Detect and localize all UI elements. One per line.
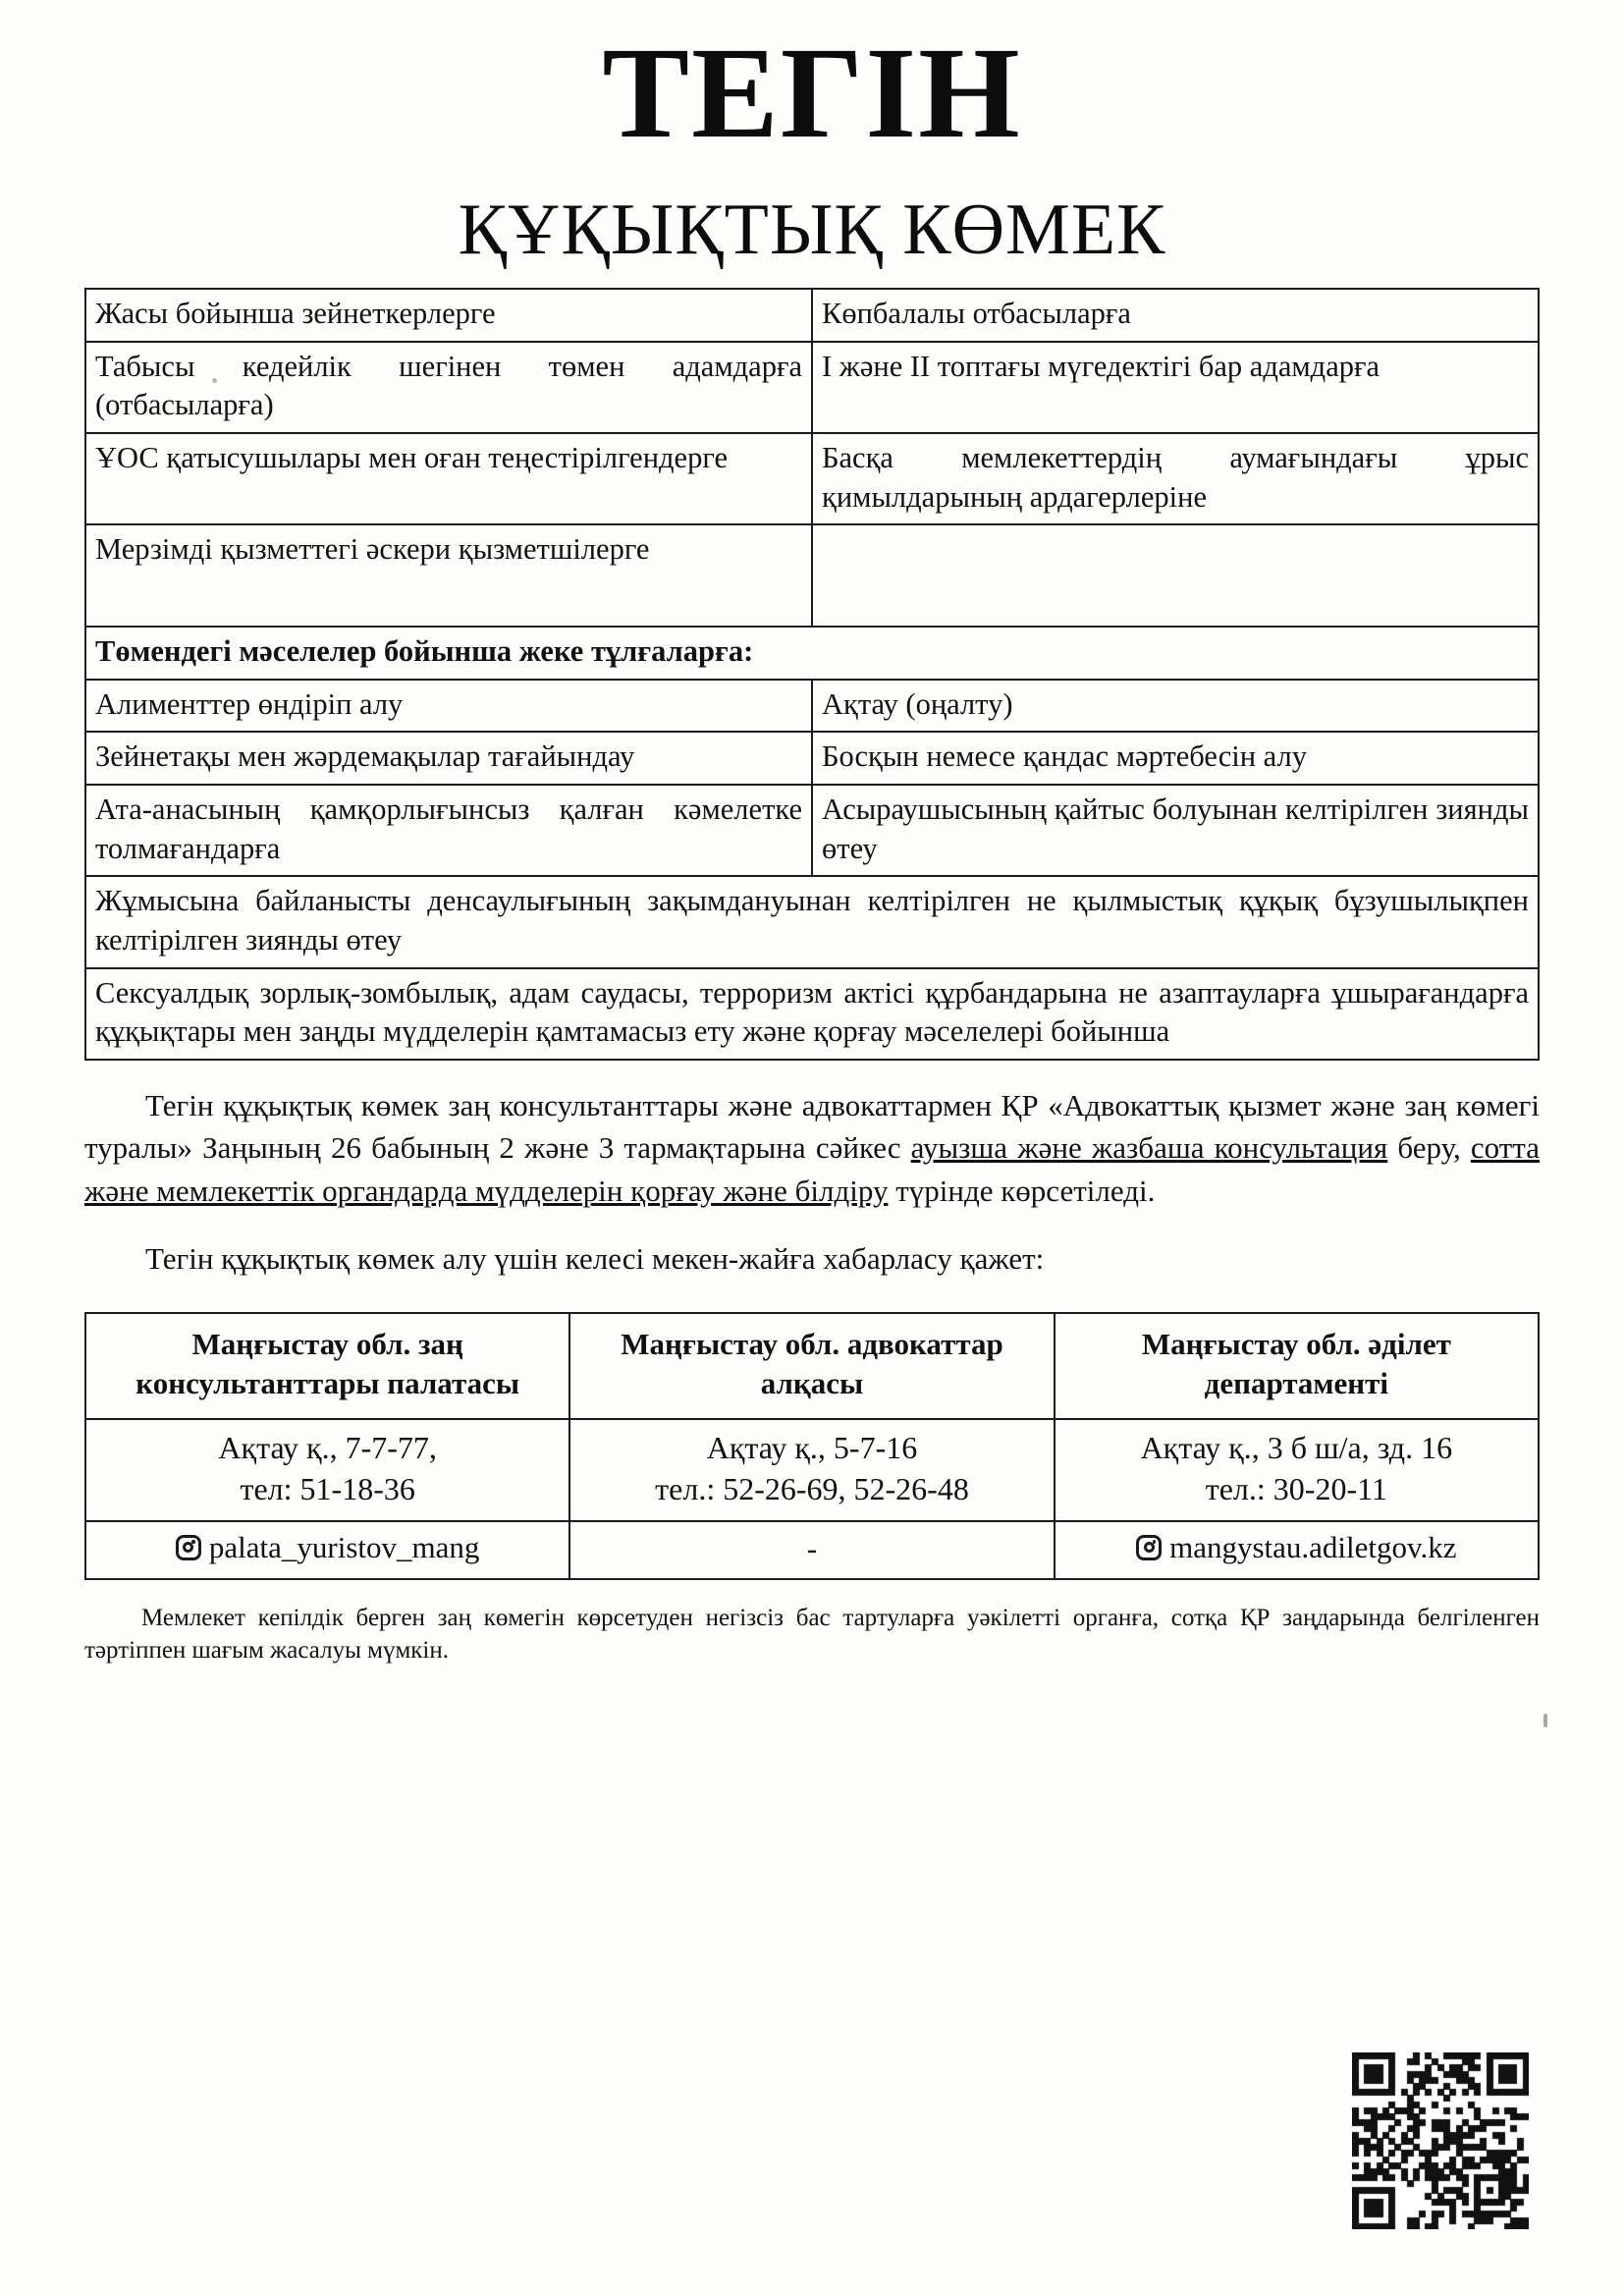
page-title: ТЕГІН xyxy=(602,20,1022,165)
eligibility-cell-right: Басқа мемлекеттердің аумағындағы ұрыс қимылдарының ардагерлеріне xyxy=(812,433,1539,524)
contact-org-name-2: Маңғыстау обл. адвокаттар алқасы xyxy=(569,1313,1054,1420)
table-row xyxy=(85,342,1539,433)
contact-social-handle-3: mangystau.adiletgov.kz xyxy=(1169,1529,1457,1564)
paragraph-underline-2: сотта және мемлекеттік органдарда мүдделерін қорғау және білдіру xyxy=(84,1130,1540,1208)
instagram-icon xyxy=(176,1535,201,1560)
footer-note: Мемлекет кепілдік берген заң көмегін көрсетуден негізсіз бас тартуларға уәкілетті органға, сотқа ҚР заңдарында белгіленген тәртіппен шағым жасалуы мүмкін. xyxy=(84,1604,1540,1665)
eligibility-cell-right: I және II топтағы мүгедектігі бар адамдарға xyxy=(812,342,1539,433)
eligibility-cell-right: Ақтау (оңалту) xyxy=(812,680,1539,733)
eligibility-cell-left: Жасы бойынша зейнеткерлерге xyxy=(85,289,812,342)
scan-artifact-2 xyxy=(1543,1714,1547,1727)
contacts-table xyxy=(84,1312,1540,1580)
contacts-social-row xyxy=(85,1521,1539,1579)
contact-social-1[interactable] xyxy=(85,1521,569,1579)
contact-org-name-3: Маңғыстау обл. әділет департаменті xyxy=(1055,1313,1539,1420)
table-row xyxy=(85,732,1539,785)
eligibility-cell-left: ҰОС қатысушылары мен оған теңестірілгендерге xyxy=(85,433,812,524)
paragraph-underline-1: ауызша және жазбаша консультация xyxy=(910,1130,1388,1166)
table-row-section-header xyxy=(85,627,1539,680)
eligibility-table xyxy=(84,288,1540,1061)
contact-address-2: Ақтау қ., 5-7-16 тел.: 52-26-69, 52-26-48 xyxy=(569,1419,1054,1520)
eligibility-section-header: Төмендегі мәселелер бойынша жеке тұлғаларға: xyxy=(85,627,1539,680)
table-row xyxy=(85,433,1539,524)
eligibility-cell-right: Босқын немесе қандас мәртебесін алу xyxy=(812,732,1539,785)
intro-paragraph xyxy=(84,1084,1540,1212)
contacts-header-row xyxy=(85,1313,1539,1420)
eligibility-cell-right: Көпбалалы отбасыларға xyxy=(812,289,1539,342)
table-row-full xyxy=(85,968,1539,1060)
contact-intro-paragraph: Тегін құқықтық көмек алу үшін келесі мекен-жайға хабарласу қажет: xyxy=(145,1241,1045,1277)
contact-address-3: Ақтау қ., 3 б ш/а, зд. 16 тел.: 30-20-11 xyxy=(1055,1419,1539,1520)
eligibility-cell-left: Мерзімді қызметтегі әскери қызметшілерге xyxy=(85,524,812,627)
contact-social-3[interactable] xyxy=(1055,1521,1539,1579)
table-row xyxy=(85,289,1539,342)
eligibility-cell-left: Алименттер өндіріп алу xyxy=(85,680,812,733)
eligibility-cell-left: Табысы кедейлік шегінен төмен адамдарға (отбасыларға) xyxy=(85,342,812,433)
contact-social-2: - xyxy=(569,1521,1054,1579)
contact-social-handle-1: palata_yuristov_mang xyxy=(208,1529,480,1564)
contact-org-name-1: Маңғыстау обл. заң консультанттары палатасы xyxy=(85,1313,569,1420)
eligibility-cell-left: Зейнетақы мен жәрдемақылар тағайындау xyxy=(85,732,812,785)
contacts-address-row xyxy=(85,1419,1539,1520)
eligibility-cell-right xyxy=(812,524,1539,627)
paragraph-part-1: Тегін құқықтық көмек заң консультанттары және адвокаттармен ҚР «Адвокаттық қызмет және заң көмегі туралы» Заңының 26 бабының 2 және 3 тармақтарына сәйкес xyxy=(84,1087,1540,1166)
eligibility-cell-full: Сексуалдық зорлық-зомбылық, адам саудасы, терроризм актісі құрбандарына не азаптауларға ұшырағандарға құқықтары мен заңды мүдделерін қамтамасыз ету және қорғау мәселелері бойынша xyxy=(85,968,1539,1060)
contact-address-1: Ақтау қ., 7-7-77, тел: 51-18-36 xyxy=(85,1419,569,1520)
qr-code[interactable] xyxy=(1352,2052,1529,2229)
paragraph-part-2: беру, xyxy=(1387,1130,1471,1166)
eligibility-cell-full: Жұмысына байланысты денсаулығының зақымдануынан келтірілген не қылмыстық құқық бұзушылықпен келтірілген зиянды өтеу xyxy=(85,876,1539,967)
eligibility-cell-left: Ата-анасының қамқорлығынсыз қалған кәмелетке толмағандарға xyxy=(85,785,812,876)
page-subtitle: ҚҰҚЫҚТЫҚ КӨМЕК xyxy=(458,190,1166,270)
paragraph-part-3: түрінде көрсетіледі. xyxy=(888,1173,1156,1208)
table-row-full xyxy=(85,876,1539,967)
eligibility-cell-right: Асыраушысының қайтыс болуынан келтірілген зиянды өтеу xyxy=(812,785,1539,876)
table-row xyxy=(85,785,1539,876)
table-row xyxy=(85,524,1539,627)
table-row xyxy=(85,680,1539,733)
poster-content xyxy=(84,0,1540,1667)
instagram-icon xyxy=(1136,1535,1162,1560)
